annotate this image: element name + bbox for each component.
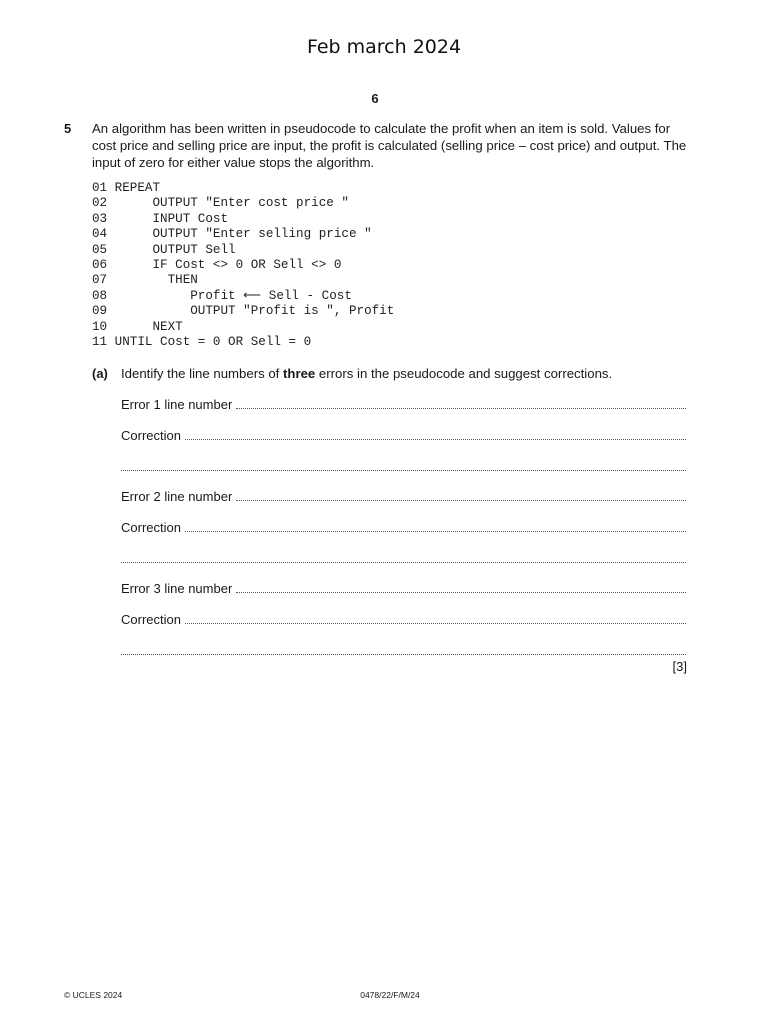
part-a-text-bold: three [283,366,316,381]
code-line-05: 05 OUTPUT Sell [92,242,236,257]
error-1-correction-continuation[interactable] [121,459,686,477]
page-header-title: Feb march 2024 [306,36,462,58]
code-line-08: 08 Profit ⟵ Sell - Cost [92,288,352,303]
footer-paper-code: 0478/22/F/M/24 [360,990,420,1000]
dotted-answer-line [236,397,686,409]
code-line-03: 03 INPUT Cost [92,211,229,226]
page-number: 6 [371,91,379,106]
code-line-04: 04 OUTPUT "Enter selling price " [92,227,372,242]
error-3-correction-field[interactable] [121,612,686,630]
marks-allocation: [3] [672,659,687,674]
code-line-09: 09 OUTPUT "Profit is ", Profit [92,304,395,319]
part-a-instruction [121,366,612,381]
dotted-answer-line [185,520,686,532]
dotted-answer-line [236,489,686,501]
error-1-line-number-field[interactable] [121,397,686,415]
code-line-10: 10 NEXT [92,319,183,334]
error-2-line-number-field[interactable] [121,489,686,507]
part-a-text-after: errors in the pseudocode and suggest corrections. [315,366,613,381]
error-2-correction-continuation[interactable] [121,551,686,569]
question-number: 5 [64,121,72,136]
dotted-answer-line [185,612,686,624]
code-line-01: 01 REPEAT [92,181,161,195]
error-3-correction-continuation[interactable] [121,643,686,661]
answer-line-label: Error 3 line number [121,581,233,596]
error-1-correction-field[interactable] [121,428,686,446]
dotted-answer-line [185,428,686,440]
part-a-text-before: Identify the line numbers of [121,366,284,381]
code-line-07: 07 THEN [92,273,198,288]
code-line-11: 11 UNTIL Cost = 0 OR Sell = 0 [92,334,312,349]
code-line-02: 02 OUTPUT "Enter cost price " [92,196,349,211]
answer-line-label: Correction [121,520,181,535]
footer-copyright: © UCLES 2024 [64,990,123,1000]
dotted-answer-line [236,581,686,593]
part-a-label: (a) [92,366,108,381]
dotted-answer-line [121,459,686,471]
error-2-correction-field[interactable] [121,520,686,538]
code-line-06: 06 IF Cost <> 0 OR Sell <> 0 [92,257,342,272]
answer-line-label: Error 1 line number [121,397,233,412]
answer-line-label: Correction [121,428,181,443]
answer-line-label: Error 2 line number [121,489,233,504]
dotted-answer-line [121,643,686,655]
answer-line-label: Correction [121,612,181,627]
pseudocode-block [92,181,394,350]
error-3-line-number-field[interactable] [121,581,686,599]
dotted-answer-line [121,551,686,563]
question-stem: An algorithm has been written in pseudocode to calculate the profit when an item is sold. Values for cost price and selling price are input, the profit is calculated (selling price – cost price) and output. The input of zero for either value stops the algorithm. [92,121,687,170]
